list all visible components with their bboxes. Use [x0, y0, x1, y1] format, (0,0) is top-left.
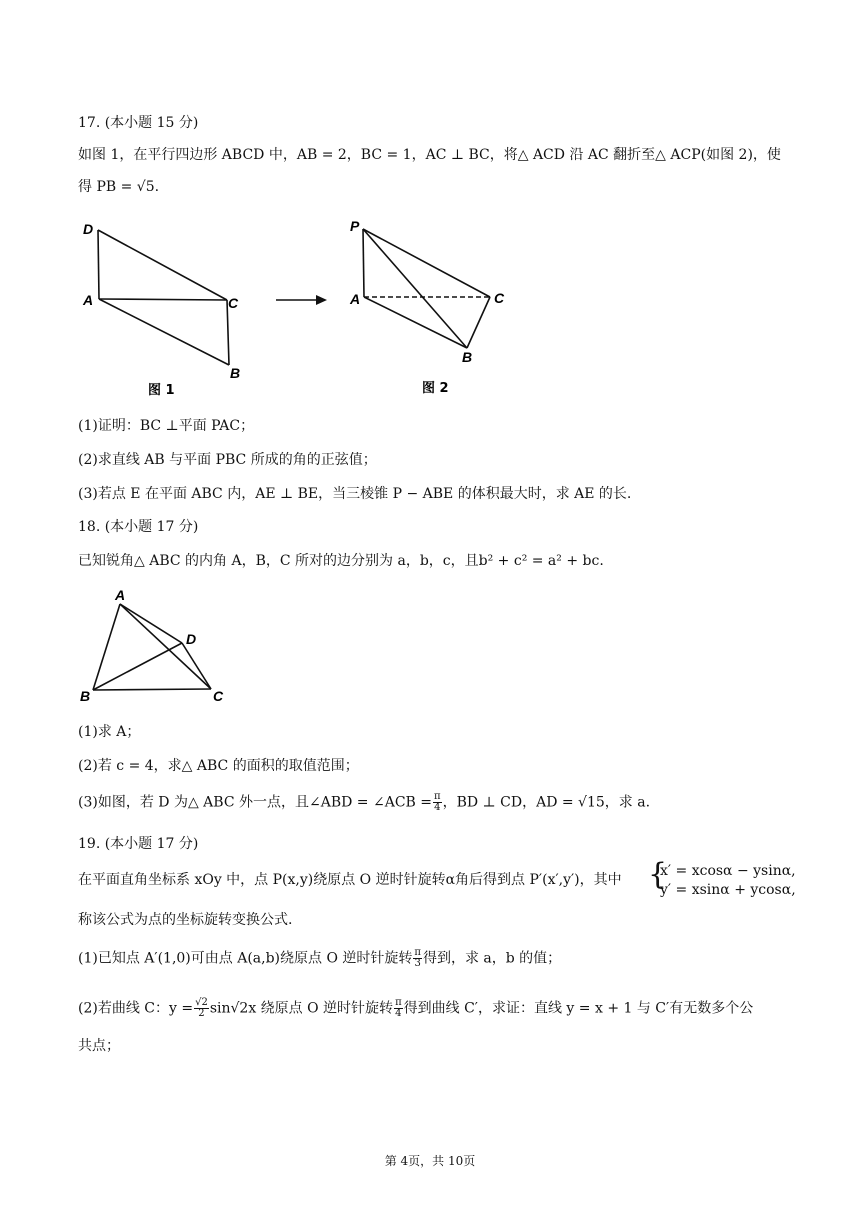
- fig2-edge-AB: [364, 297, 467, 348]
- system-line-1: x′ = xcosα − ysinα,: [660, 863, 796, 879]
- fig1-edge-AB: [99, 299, 229, 365]
- fig3-edge-BC: [93, 689, 211, 690]
- fig3-edge-AC: [120, 604, 211, 689]
- fig2-label-A: A: [350, 291, 361, 307]
- figure-1-parallelogram: [78, 212, 258, 402]
- q18-part3-text-b: ，BD ⊥ CD，AD = √15，求 a.: [442, 794, 651, 811]
- q18-part1: (1)求 A；: [78, 724, 141, 740]
- q19-stem-a: 在平面直角坐标系 xOy 中，点 P(x,y)绕原点 O 逆时针旋转α角后得到点 P′(x′,y′)，其中: [78, 872, 622, 888]
- fig3-label-B: B: [80, 688, 91, 704]
- q17-part3: (3)若点 E 在平面 ABC 内，AE ⊥ BE，当三棱锥 P − ABE 的体积最大时，求 AE 的长.: [78, 486, 632, 502]
- q19-part2-cont: 共点；: [78, 1038, 120, 1054]
- q19-part1-fraction: $\frac{\pi}{3}$: [414, 947, 421, 969]
- q17-header: 17. (本小题 15 分): [78, 115, 199, 131]
- figure-triangle-abcd: [78, 585, 238, 710]
- q18-part3-fraction: $\frac{\pi}{4}$: [434, 791, 441, 813]
- fig2-caption: 图 2: [422, 381, 449, 396]
- fig2-edge-PA: [363, 229, 364, 297]
- fig1-label-C: C: [228, 295, 239, 311]
- q19-part2-fraction-1: $\frac{√2}{2}$: [195, 997, 208, 1019]
- q17-stem-line2: 得 PB = √5.: [78, 179, 160, 195]
- fig1-label-A: A: [83, 292, 94, 308]
- q18-part3: [78, 792, 650, 813]
- q19-header: 19. (本小题 17 分): [78, 836, 199, 852]
- fig2-edge-PB: [363, 229, 467, 348]
- q17-stem-line1: 如图 1，在平行四边形 ABCD 中，AB = 2，BC = 1，AC ⊥ BC，将△ ACD 沿 AC 翻折至△ ACP(如图 2)，使: [78, 147, 781, 163]
- q19-part2-text-b: sin√2x 绕原点 O 逆时针旋转: [209, 1000, 394, 1017]
- q18-part3-text-a: (3)如图，若 D 为△ ABC 外一点，且∠ABD = ∠ACB =: [78, 794, 432, 811]
- fig1-caption: 图 1: [148, 383, 175, 398]
- fig2-label-B: B: [462, 349, 473, 365]
- q19-part2-fraction-2: $\frac{\pi}{4}$: [395, 997, 402, 1019]
- fig3-label-D: D: [186, 631, 197, 647]
- brace-icon: {: [648, 857, 668, 892]
- system-line-2: y′ = xsinα + ycosα,: [660, 882, 796, 898]
- arrow-icon: [274, 293, 330, 307]
- fig2-edge-PC: [363, 229, 490, 297]
- fig3-edge-AD: [120, 604, 182, 643]
- fig1-edge-DC: [98, 230, 227, 300]
- fig1-label-B: B: [230, 365, 241, 381]
- q19-part1-text-a: (1)已知点 A′(1,0)可由点 A(a,b)绕原点 O 逆时针旋转: [78, 950, 413, 967]
- q17-part1: (1)证明：BC ⊥平面 PAC；: [78, 418, 255, 434]
- fig3-label-A: A: [115, 587, 126, 603]
- fig1-edge-AC: [99, 299, 227, 300]
- q19-part2: [78, 998, 753, 1019]
- fig1-edge-DA: [98, 230, 99, 299]
- fig1-label-D: D: [83, 221, 94, 237]
- figure-2-tetrahedron: [345, 212, 525, 402]
- q19-stem-b: 称该公式为点的坐标旋转变换公式.: [78, 912, 293, 928]
- q18-stem: 已知锐角△ ABC 的内角 A，B，C 所对的边分别为 a，b，c，且b² + c² = a² + bc.: [78, 553, 604, 569]
- fig2-edge-CB: [467, 297, 490, 348]
- fig2-label-C: C: [494, 290, 505, 306]
- q19-part2-text-a: (2)若曲线 C：y =: [78, 1000, 194, 1017]
- q19-part2-text-c: 得到曲线 C′，求证：直线 y = x + 1 与 C′有无数多个公: [403, 1000, 754, 1017]
- q19-part1: [78, 948, 561, 969]
- q18-part2: (2)若 c = 4，求△ ABC 的面积的取值范围；: [78, 758, 359, 774]
- q18-header: 18. (本小题 17 分): [78, 519, 199, 535]
- fig2-label-P: P: [350, 218, 360, 234]
- q19-part1-text-b: 得到，求 a，b 的值；: [422, 950, 562, 967]
- fig3-label-C: C: [213, 688, 224, 704]
- page-footer: 第 4页，共 10页: [384, 1154, 476, 1168]
- q17-part2: (2)求直线 AB 与平面 PBC 所成的角的正弦值；: [78, 452, 377, 468]
